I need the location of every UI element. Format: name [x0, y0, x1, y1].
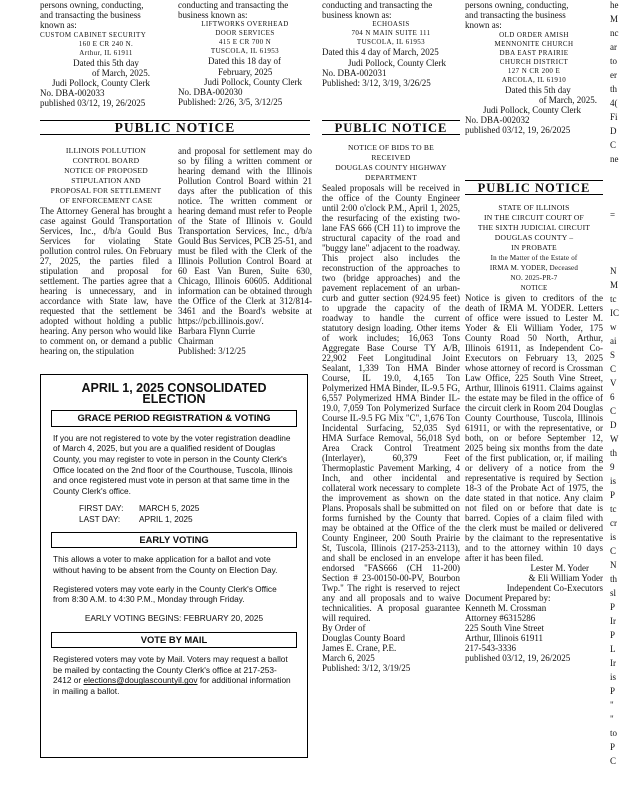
edge-fragment: C [610, 140, 617, 150]
first-day-value: MARCH 5, 2025 [139, 503, 200, 514]
heading-line: THE SIXTH JUDICIAL CIRCUIT [477, 223, 591, 232]
county-clerk: Judi Pollock, County Clerk [483, 105, 582, 116]
signature-line: James E. Crane, P.E. [322, 643, 397, 653]
edge-fragment: is [610, 476, 617, 486]
mail-body-text: Registered voters may vote by Mail. Voters may request a ballot be mailed by contacting the County Clerk's office at 217-253-2412 or [53, 654, 288, 686]
edge-fragment: tc [610, 294, 617, 304]
election-title: APRIL 1, 2025 CONSOLIDATED ELECTION [81, 381, 267, 406]
dba-intro-2: business known as: [322, 10, 392, 21]
matter-line: NO. 2025-PR-7 [510, 274, 558, 282]
edge-fragment: 6 [610, 392, 615, 402]
mail-body-text-2: for additional information in mailing a ballot. [53, 675, 291, 697]
vote-by-mail-body [53, 654, 295, 696]
heading-line: NOTICE OF PROPOSED [64, 166, 148, 175]
edge-fragment: " [610, 714, 614, 724]
edge-fragment: ai [610, 336, 617, 346]
dba-intro-2: and transacting the business [465, 10, 566, 21]
edge-fragment: P [610, 602, 616, 612]
business-address: 160 E CR 240 N. [78, 39, 134, 48]
estate-matter [465, 253, 603, 293]
prepared-line: 217-543-3336 [465, 643, 516, 653]
probate-notice [465, 180, 603, 663]
heading-line: IN THE CIRCUIT COURT OF [484, 213, 584, 222]
edge-fragment: th [610, 448, 618, 458]
early-voting-body-2: Registered voters may vote early in the County Clerk's Office from 8:30 A.M. to 4:30 P.M., Monday through Friday. [53, 583, 277, 605]
early-voting-heading: EARLY VOTING [51, 532, 297, 549]
election-ad [40, 374, 308, 758]
pollution-col-right [178, 146, 312, 356]
dated-line-1: Dated this 18 day of [208, 56, 281, 67]
edge-fragment: th [610, 574, 618, 584]
last-day-label: LAST DAY: [79, 513, 121, 524]
heading-line: ILLINOIS POLLUTION [65, 146, 147, 155]
business-city: TUSCOLA, IL 61953 [210, 47, 280, 56]
edge-fragment: tc [610, 504, 617, 514]
signature-line: Independent Co-Executors [506, 583, 603, 593]
heading-line: NOTICE OF BIDS TO BE [348, 143, 434, 152]
dba-number: No. DBA-002031 [322, 67, 387, 78]
heading-line: OF ENFORCEMENT CASE [59, 196, 153, 205]
publication-dates: published 03/12, 19, 26/2025 [465, 125, 571, 136]
business-name: OLD ORDER AMISH [499, 30, 569, 39]
publication-dates: Published: 3/12, 3/19/25 [322, 663, 411, 673]
matter-line: NOTICE [520, 284, 548, 292]
publication-dates: Published: 2/26, 3/5, 3/12/25 [178, 97, 283, 108]
edge-fragment [610, 182, 618, 196]
dba-notice-echoasis [322, 0, 460, 88]
signature-name: Barbara Flynn Currie [178, 326, 255, 336]
business-city: Arthur, IL 61911 [79, 48, 133, 57]
probate-heading [465, 203, 603, 253]
dated-line: Dated this 4 day of March, 2025 [322, 47, 439, 58]
dba-intro-2: business known as: [178, 10, 248, 21]
bids-heading [322, 143, 460, 183]
edge-fragment: M [610, 14, 619, 24]
probate-body: Notice is given to creditors of the death of IRMA M. YODER. Letters of office were issued to Lester M. Yoder & Eli William Yoder, 175 County Road 50 North, Arthur, Illinois 61911, as Independent Co-Executors on February 13, 2025 whose attorney of record is Crossman Law Office, 225 South Vine Street, Arthur, Illinois 61911. Claims against the estate may be filed in the office of the circuit clerk in Room 204 Douglas County Courthouse, Tuscola, Illinois 61911, or with the representative, or both, on or before September 12, 2025 being six months from the date of the first publication, or, if mailing or delivery of a notice from the representative is required by Section 18-3 of the Probate Act of 1975, the date stated in that notice. Any claim not filed on or before that date is barred. Copies of a claim filed with the clerk must be mailed or delivered by the claimant to the representative and to the attorney within 10 days after it has been filed. [465, 293, 603, 563]
early-voting-begins: EARLY VOTING BEGINS: FEBRUARY 20, 2025 [84, 613, 264, 624]
business-name: ECHOASIS [372, 20, 410, 29]
edge-fragment: P [610, 686, 616, 696]
edge-fragment [610, 252, 618, 266]
edge-fragment: D [610, 420, 617, 430]
vote-by-mail-heading: VOTE BY MAIL [51, 632, 297, 649]
grace-period-heading: GRACE PERIOD REGISTRATION & VOTING [51, 410, 297, 427]
prepared-line: Kenneth M. Crossman [465, 603, 547, 613]
edge-fragment: M [610, 280, 619, 290]
edge-fragment: Ir [610, 658, 616, 668]
publication-dates: published 03/12, 19, 26/2025 [40, 98, 146, 109]
edge-fragment: C [610, 364, 617, 374]
edge-fragment: ne [610, 154, 619, 164]
signature-line: March 6, 2025 [322, 653, 375, 663]
pollution-heading [40, 146, 172, 206]
edge-fragment: IC [610, 308, 619, 318]
business-name-2: DOOR SERVICES [215, 29, 275, 38]
edge-fragment: is [610, 672, 617, 682]
edge-fragment [610, 238, 618, 252]
dba-intro-1: conducting and transacting the [322, 0, 433, 10]
county-clerk: Judi Pollock, County Clerk [204, 76, 303, 87]
prepared-line: Arthur, Illinois 61911 [465, 633, 544, 643]
dated-line-2: February, 2025 [218, 66, 273, 77]
dated-line-2: of March, 2025. [92, 67, 150, 78]
business-address: 704 N MAIN SUITE 111 [351, 29, 431, 38]
prepared-line: 225 South Vine Street [465, 623, 545, 633]
edge-fragment: w [610, 322, 617, 332]
heading-line: DOUGLAS COUNTY HIGHWAY [335, 163, 447, 172]
heading-line: RECEIVED [371, 153, 411, 162]
edge-fragment: ar [610, 42, 617, 52]
edge-fragment: C [610, 756, 617, 766]
publication-dates: Published: 3/12/25 [178, 346, 246, 356]
pollution-body-1: The Attorney General has brought a case against Gould Transportation Services, Inc., d/b/a Gould Bus Services for violating State pollution control rules. On February 27, 2025, the parties filed a stipulation and proposal for settlement. The parties agree that a hearing is unnecessary, and in accordance with State law, have requested that the settlement be adopted without holding a public hearing. Any person who would like to comment on, or demand a public hearing on, the stipulation [40, 206, 172, 356]
dba-number: No. DBA-002030 [178, 87, 243, 98]
edge-fragment [610, 196, 618, 210]
business-name: CUSTOM CABINET SECURITY [40, 30, 147, 39]
business-name-4: CHURCH DISTRICT [499, 57, 569, 66]
edge-fragment: Fi [610, 112, 618, 122]
dba-intro-3: known as: [40, 20, 77, 31]
county-clerk: Judi Pollock, County Clerk [52, 78, 151, 89]
heading-line: IN PROBATE [511, 243, 557, 252]
dba-notice-amish-church [465, 0, 603, 136]
edge-fragment: P [610, 630, 616, 640]
dated-line-1: Dated this 5th day [73, 57, 139, 68]
edge-fragment: V [610, 378, 617, 388]
edge-fragment: P [610, 742, 616, 752]
signature-line: By Order of [322, 623, 366, 633]
business-name: LIFTWORKS OVERHEAD [201, 20, 289, 29]
edge-fragment: W [610, 434, 619, 444]
county-clerk: Judi Pollock, County Clerk [348, 57, 447, 68]
edge-fragment: 9 [610, 462, 615, 472]
prepared-line: Document Prepared by: [465, 593, 551, 603]
business-city: ARCOLA, IL 61910 [501, 75, 567, 84]
edge-fragment: " [610, 700, 614, 710]
business-address: 127 N CR 200 E [507, 66, 561, 75]
signature-line: Douglas County Board [322, 633, 405, 643]
edge-fragment: S [610, 350, 616, 360]
signature-line: & Eli William Yoder [528, 573, 603, 583]
edge-fragment: C [610, 546, 617, 556]
dba-notice-custom-cabinet [40, 0, 172, 109]
dba-intro-3: known as: [465, 20, 502, 31]
public-notice-heading: PUBLIC NOTICE [465, 180, 603, 195]
matter-line: In the Matter of the Estate of [490, 254, 578, 262]
grace-period-body: If you are not registered to vote by the voter registration deadline of March 4, 2025, but you are a qualified resident of Douglas County, you may register to vote in person in the County Clerk's Office located on the 2nd floor of the Courthouse, Tuscola, Illinois and once registered must vote in person at that same time in the County Clerk's office. [53, 432, 293, 496]
public-notice-heading: PUBLIC NOTICE [322, 120, 460, 135]
heading-line: PROPOSAL FOR SETTLEMENT [50, 186, 162, 195]
publication-dates: published 03/12, 19, 26/2025 [465, 653, 571, 663]
dba-notice-liftworks [178, 0, 312, 107]
dba-number: No. DBA-002033 [40, 88, 105, 99]
first-day-label: FIRST DAY: [79, 503, 124, 514]
pollution-body-2: and proposal for settlement may do so by filing a written comment or hearing demand with the Illinois Pollution Control Board within 21 days after the publication of this notice. The written comment or hearing demand must refer to People of the State of Illinois v. Gould Transportation Services, Inc., d/b/a Gould Bus Services, PCB 25-51, and must be filed with the Clerk of the Illinois Pollution Control Board at 60 East Van Buren, Suite 630, Chicago, Illinois 60605. Additional information can be obtained through the Office of the Clerk at 312/814-3461 and the Board's website at https://pcb.illinois.gov/. [178, 146, 312, 326]
heading-line: STATE OF ILLINOIS [498, 203, 570, 212]
dba-number: No. DBA-002032 [465, 115, 530, 126]
edge-fragment: cr [610, 518, 617, 528]
pollution-notice [40, 120, 310, 135]
signature-title: Chairman [178, 336, 214, 346]
edge-fragment: D [610, 126, 617, 136]
dated-line-2: of March, 2025. [539, 94, 597, 105]
edge-fragment: P [610, 490, 616, 500]
heading-line: STIPULATION AND [71, 176, 141, 185]
edge-fragment: to [610, 56, 618, 66]
early-voting-body-1: This allows a voter to make application for a ballot and vote without having to be absent from the County on Election Day. [53, 554, 278, 575]
edge-fragment: to [610, 728, 618, 738]
edge-fragment: sl [610, 588, 617, 598]
dba-intro-1: persons owning, conducting, [465, 0, 569, 10]
prepared-line: Attorney #6315286 [465, 613, 536, 623]
pollution-col-left [40, 146, 172, 356]
edge-fragment: C [610, 406, 617, 416]
heading-line: CONTROL BOARD [72, 156, 140, 165]
elections-email-link[interactable]: elections@douglascountyil.gov [83, 675, 198, 686]
edge-fragment: L [610, 644, 616, 654]
business-address: 415 E CR 700 N [218, 38, 272, 47]
edge-fragment: he [610, 0, 619, 10]
last-day-value: APRIL 1, 2025 [139, 513, 193, 524]
edge-fragment: is [610, 532, 617, 542]
edge-fragment: Ir [610, 616, 616, 626]
edge-fragment [610, 224, 618, 238]
cropped-adjacent-column [610, 0, 618, 770]
edge-fragment: er [610, 70, 617, 80]
public-notice-heading: PUBLIC NOTICE [40, 120, 310, 135]
dba-intro-2: and transacting the business [40, 10, 141, 21]
grace-dates [79, 503, 295, 524]
business-city: TUSCOLA, IL 61953 [356, 38, 426, 47]
edge-fragment: 4( [610, 98, 618, 108]
edge-fragment: th [610, 84, 618, 94]
matter-line: IRMA M. YODER, Deceased [489, 264, 579, 272]
signature-line: Lester M. Yoder [530, 563, 589, 573]
edge-fragment: = [610, 210, 616, 220]
business-name-2: MENNONITE CHURCH [494, 39, 574, 48]
dba-intro-1: conducting and transacting the [178, 0, 289, 10]
bids-body: Sealed proposals will be received in the office of the County Engineer until 2:00 o'clock P.M., April 1, 2025, the resurfacing of the existing two-lane FAS 666 (CH 11) to improve the structural capacity of the road and "buggy lane" adjacent to the roadway. This project also includes the reconstruction of the approaches to two (bridge approaches) and the pavement replacement of an urban-curb and gutter section (924.95 feet) to upgrade the capacity of the roadway to handle the current statutory design loading. Other items of work includes; 16,063 Tons Aggregate Base Course TY A/B, 22,902 Feet Longitudinal Joint Sealant, 1,339 Ton HMA Binder Course, IL 19.0, 4,165 Ton Polymerized HMA Binder, IL-9.5 FG, 6,557 Polymerized HMA Binder IL-19.0, 7,059 Ton Polymerized Surface Course IL-9.5 FG Mix "C", 1,676 Ton Incidental Surfacing, 52,035 Syd HMA Surface Removal, 56,018 Syd Area Crack Control Treatment (Interlayer), 60,379 Feet Thermoplastic Pavement Marking, 4 Inch, and other incidental and collateral work necessary to complete the improvement as shown on the Plans. Proposals shall be submitted on forms furnished by the County that may be obtained at the Office of the County Engineer, 200 South Prairie St, Tuscola, Illinois (217-253-2113), and shall be enclosed in an envelope endorsed "FAS666 (CH 11-200) Section # 23-00150-00-PV, Bourbon Twp." The right is reserved to reject any and all proposals and to waive technicalities. A proposal guarantee will required. [322, 183, 460, 623]
bids-notice [322, 120, 460, 673]
dated-line-1: Dated this 5th day [505, 84, 571, 95]
heading-line: DEPARTMENT [365, 173, 417, 182]
edge-fragment: N [610, 560, 617, 570]
dba-intro-1: persons owning, conducting, [40, 0, 144, 10]
edge-fragment: N [610, 266, 617, 276]
edge-fragment: nc [610, 28, 619, 38]
heading-line: DOUGLAS COUNTY – [494, 233, 574, 242]
publication-dates: Published: 3/12, 3/19, 3/26/25 [322, 78, 431, 89]
edge-fragment [610, 168, 618, 182]
business-name-3: DBA EAST PRAIRIE [499, 48, 569, 57]
